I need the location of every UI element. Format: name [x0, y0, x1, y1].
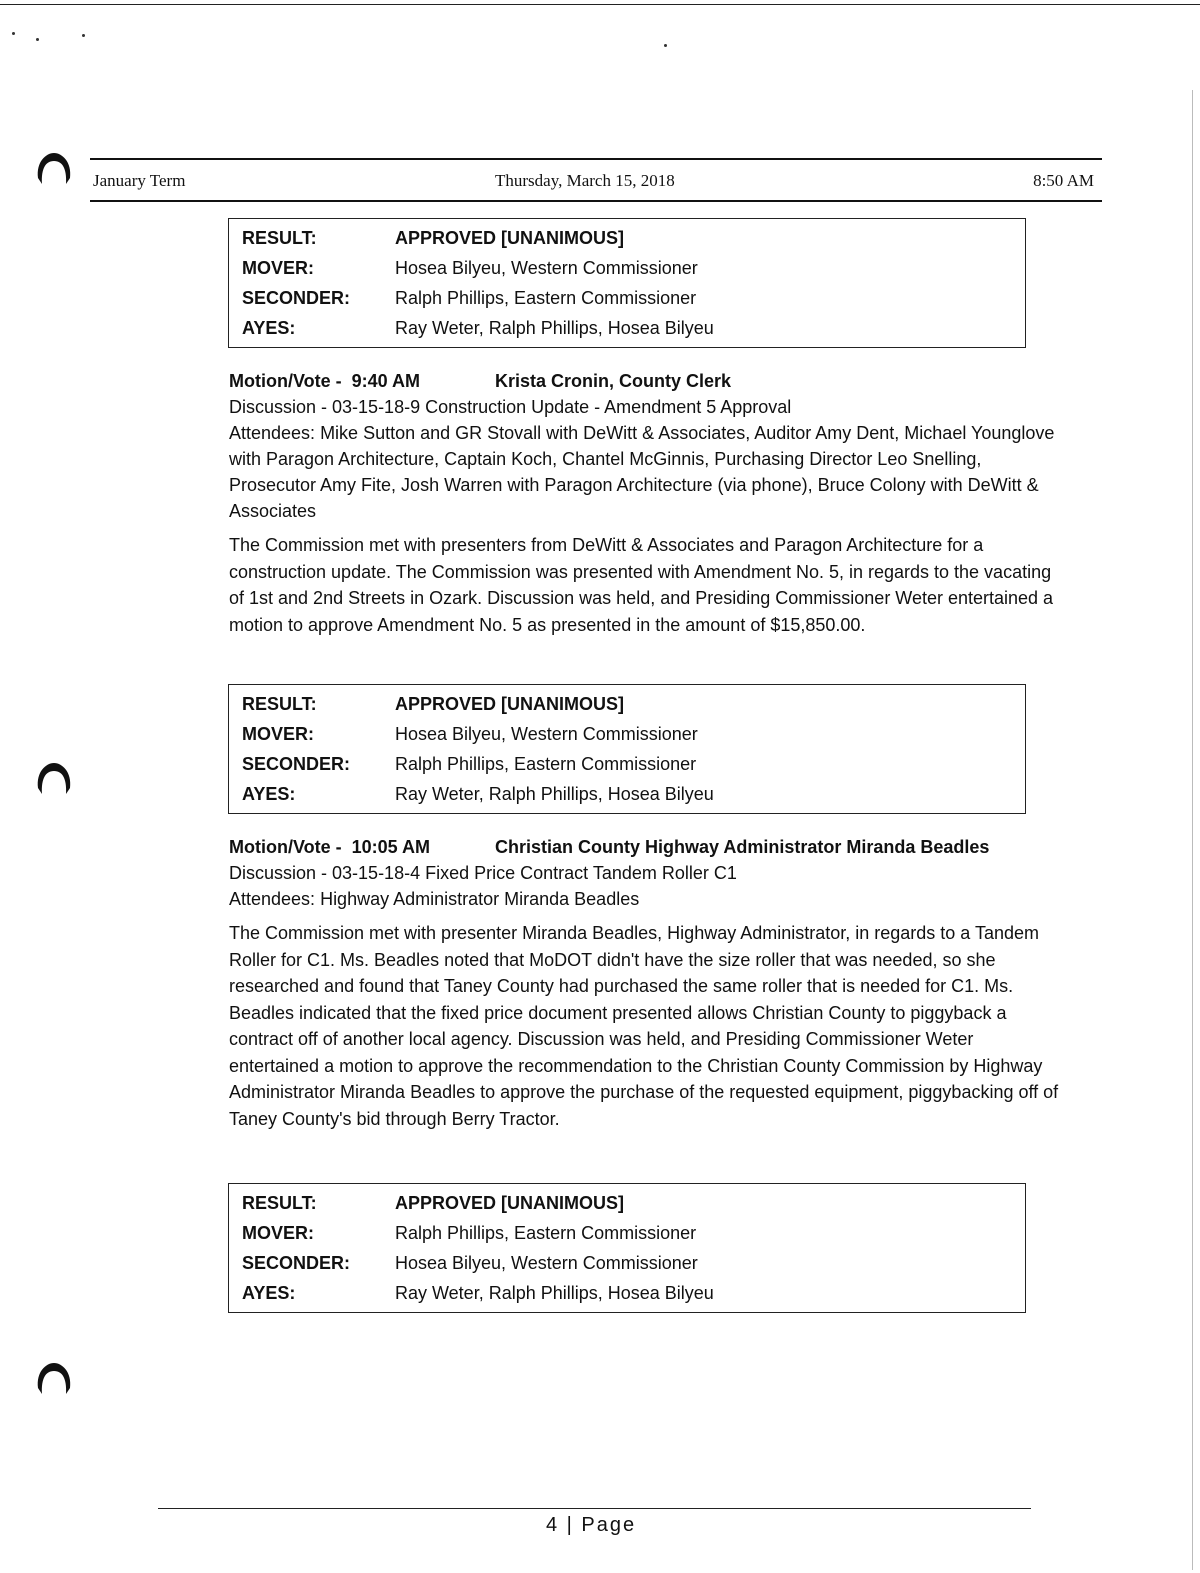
binder-hole-icon — [34, 760, 74, 798]
row-value: APPROVED [UNANIMOUS] — [395, 227, 625, 248]
header-date: Thursday, March 15, 2018 — [495, 171, 675, 190]
row-label: SECONDER: — [242, 1252, 351, 1273]
table-row — [242, 1188, 1025, 1218]
row-label: RESULT: — [242, 227, 317, 248]
binder-hole-icon — [34, 150, 74, 188]
row-value: Ralph Phillips, Eastern Commissioner — [395, 287, 697, 308]
vote-result-table — [228, 218, 1026, 348]
scan-speck — [664, 44, 667, 47]
motion-section — [229, 834, 1059, 1132]
motion-presenter: Christian County Highway Administrator Miranda Beadles — [495, 837, 990, 857]
motion-body: The Commission met with presenter Miranda Beadles, Highway Administrator, in regards to a Tandem Roller for C1. Ms. Beadles noted that MoDOT didn't have the size roller that was needed, so she researched and found that Taney County had purchased the same roller that is needed for C1. Ms. Beadles indicated that the fixed price document presented allows Christian County to piggyback a contract off of another local agency. Discussion was held, and Presiding Commissioner Weter entertained a motion to approve the recommendation to the Christian County Commission by Highway Administrator Miranda Beadles to approve the purchase of the requested equipment, piggybacking off of Taney County's bid through Berry Tractor. — [229, 923, 1059, 1129]
table-row — [242, 719, 1025, 749]
scan-speck — [36, 38, 39, 41]
row-label: AYES: — [242, 317, 296, 338]
page-number: 4 | Page — [546, 1514, 637, 1536]
row-value: APPROVED [UNANIMOUS] — [395, 1192, 625, 1213]
row-label: SECONDER: — [242, 287, 351, 308]
motion-attendees: Attendees: Mike Sutton and GR Stovall with DeWitt & Associates, Auditor Amy Dent, Michael Younglove with Paragon Architecture, Captain Koch, Chantel McGinnis, Purchasing Director Leo Snelling, Prosecutor Amy Fite, Josh Warren with Paragon Architecture (via phone), Bruce Colony with DeWitt & Associates — [229, 423, 1055, 521]
scan-top-rule — [0, 4, 1200, 5]
table-row — [242, 1278, 1025, 1308]
row-label: MOVER: — [242, 1222, 314, 1243]
motion-discussion: Discussion - 03-15-18-9 Construction Update - Amendment 5 Approval — [229, 397, 792, 417]
table-row — [242, 253, 1025, 283]
table-row — [242, 1218, 1025, 1248]
vote-result-table — [228, 1183, 1026, 1313]
scan-speck — [82, 34, 85, 37]
row-label: MOVER: — [242, 257, 314, 278]
motion-heading — [229, 368, 1059, 394]
motion-section — [229, 368, 1059, 638]
table-row — [242, 1248, 1025, 1278]
motion-time: Motion/Vote - 9:40 AM — [229, 371, 420, 391]
scan-margin-line — [1192, 90, 1193, 1570]
row-value: Hosea Bilyeu, Western Commissioner — [395, 1252, 698, 1273]
row-label: RESULT: — [242, 1192, 317, 1213]
footer-rule — [158, 1508, 1031, 1509]
table-row — [242, 223, 1025, 253]
row-label: SECONDER: — [242, 753, 351, 774]
header-term: January Term — [93, 171, 186, 190]
row-label: AYES: — [242, 783, 296, 804]
motion-heading — [229, 834, 1059, 860]
motion-time: Motion/Vote - 10:05 AM — [229, 837, 431, 857]
row-value: Hosea Bilyeu, Western Commissioner — [395, 257, 698, 278]
row-value: APPROVED [UNANIMOUS] — [395, 693, 625, 714]
row-value: Ralph Phillips, Eastern Commissioner — [395, 1222, 697, 1243]
header-time: 8:50 AM — [1033, 171, 1094, 190]
table-row — [242, 749, 1025, 779]
vote-result-table — [228, 684, 1026, 814]
motion-attendees: Attendees: Highway Administrator Miranda Beadles — [229, 889, 640, 909]
row-value: Ralph Phillips, Eastern Commissioner — [395, 753, 697, 774]
motion-body: The Commission met with presenters from DeWitt & Associates and Paragon Architecture for a construction update. The Commission was presented with Amendment No. 5, in regards to the vacating of 1st and 2nd Streets in Ozark. Discussion was held, and Presiding Commissioner Weter entertained a motion to approve Amendment No. 5 as presented in the amount of $15,850.00. — [229, 535, 1054, 635]
row-value: Ray Weter, Ralph Phillips, Hosea Bilyeu — [395, 783, 714, 804]
row-label: AYES: — [242, 1282, 296, 1303]
table-row — [242, 779, 1025, 809]
scan-speck — [12, 32, 15, 35]
row-value: Ray Weter, Ralph Phillips, Hosea Bilyeu — [395, 317, 714, 338]
table-row — [242, 313, 1025, 343]
row-label: RESULT: — [242, 693, 317, 714]
table-row — [242, 283, 1025, 313]
motion-presenter: Krista Cronin, County Clerk — [495, 371, 732, 391]
row-value: Ray Weter, Ralph Phillips, Hosea Bilyeu — [395, 1282, 714, 1303]
table-row — [242, 689, 1025, 719]
row-label: MOVER: — [242, 723, 314, 744]
motion-discussion: Discussion - 03-15-18-4 Fixed Price Contract Tandem Roller C1 — [229, 863, 737, 883]
page-header — [90, 158, 1102, 202]
header-rule-bottom — [90, 200, 1102, 202]
header-rule-top — [90, 158, 1102, 160]
binder-hole-icon — [34, 1360, 74, 1398]
row-value: Hosea Bilyeu, Western Commissioner — [395, 723, 698, 744]
